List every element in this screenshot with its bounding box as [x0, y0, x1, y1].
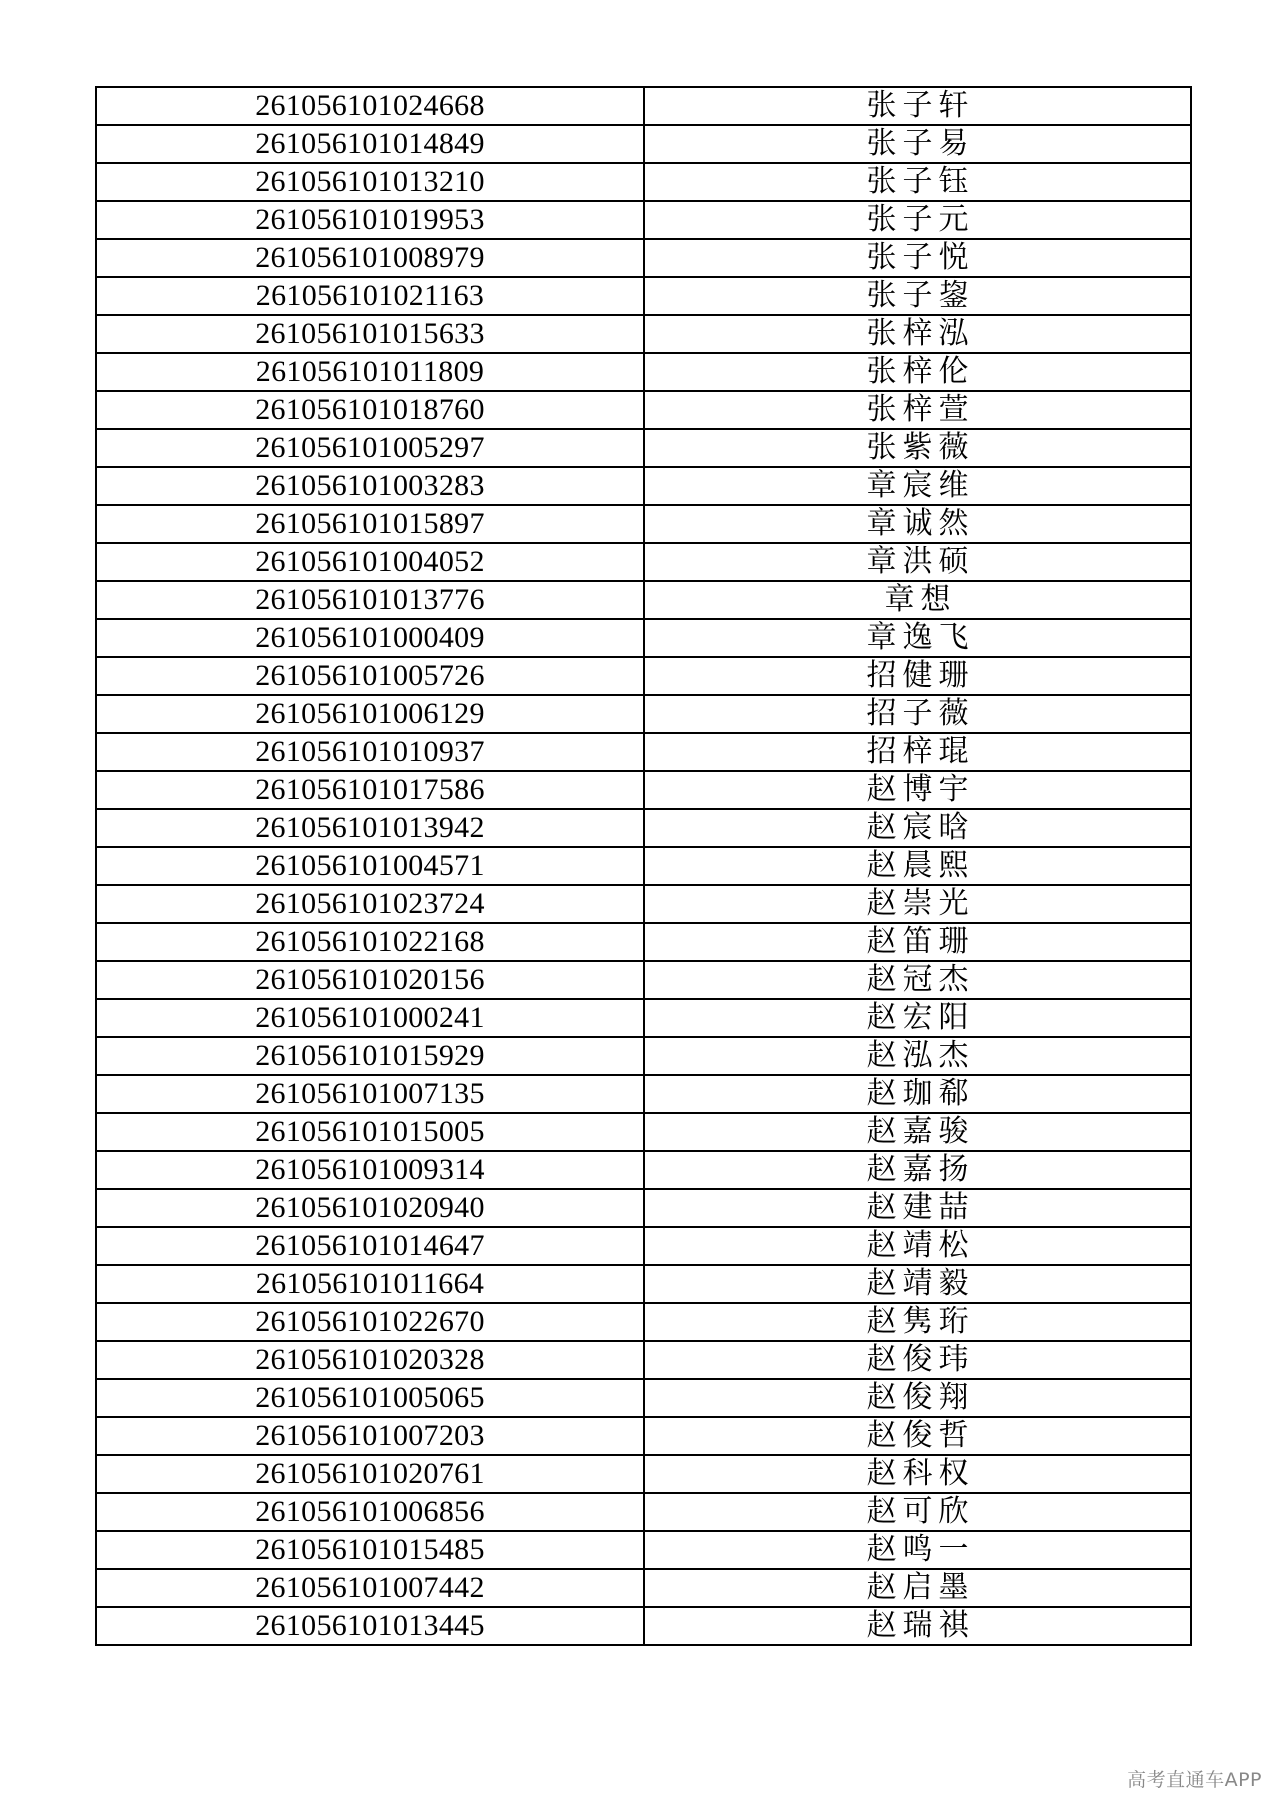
candidate-name-cell: 赵俊玮: [644, 1341, 1191, 1379]
candidate-name-cell: 赵冠杰: [644, 961, 1191, 999]
table-row: [96, 505, 1191, 543]
candidate-name-cell: 张梓伦: [644, 353, 1191, 391]
candidate-id-cell: 261056101022168: [96, 923, 644, 961]
candidate-name-cell: 赵俊翔: [644, 1379, 1191, 1417]
candidate-id-cell: 261056101000409: [96, 619, 644, 657]
table-row: [96, 1341, 1191, 1379]
table-row: [96, 1265, 1191, 1303]
candidate-name-cell: 张子鋆: [644, 277, 1191, 315]
candidate-id-cell: 261056101020328: [96, 1341, 644, 1379]
candidate-id-cell: 261056101015485: [96, 1531, 644, 1569]
table-row: [96, 1151, 1191, 1189]
roster-table-body: [96, 87, 1191, 1645]
roster-table: [95, 86, 1192, 1646]
candidate-name-cell: 赵嘉扬: [644, 1151, 1191, 1189]
table-row: [96, 961, 1191, 999]
candidate-id-cell: 261056101009314: [96, 1151, 644, 1189]
table-row: [96, 1113, 1191, 1151]
candidate-id-cell: 261056101005297: [96, 429, 644, 467]
table-row: [96, 999, 1191, 1037]
candidate-name-cell: 章诚然: [644, 505, 1191, 543]
candidate-name-cell: 赵建喆: [644, 1189, 1191, 1227]
candidate-id-cell: 261056101013942: [96, 809, 644, 847]
candidate-id-cell: 261056101013776: [96, 581, 644, 619]
candidate-id-cell: 261056101004052: [96, 543, 644, 581]
candidate-name-cell: 赵靖松: [644, 1227, 1191, 1265]
candidate-id-cell: 261056101007203: [96, 1417, 644, 1455]
candidate-id-cell: 261056101020761: [96, 1455, 644, 1493]
table-row: [96, 391, 1191, 429]
table-row: [96, 467, 1191, 505]
candidate-name-cell: 赵靖毅: [644, 1265, 1191, 1303]
candidate-id-cell: 261056101019953: [96, 201, 644, 239]
table-row: [96, 809, 1191, 847]
roster-table-wrapper: [95, 86, 1190, 1646]
candidate-id-cell: 261056101011809: [96, 353, 644, 391]
candidate-id-cell: 261056101008979: [96, 239, 644, 277]
candidate-id-cell: 261056101006856: [96, 1493, 644, 1531]
table-row: [96, 1189, 1191, 1227]
candidate-name-cell: 招梓琨: [644, 733, 1191, 771]
candidate-id-cell: 261056101020940: [96, 1189, 644, 1227]
candidate-id-cell: 261056101018760: [96, 391, 644, 429]
candidate-id-cell: 261056101005726: [96, 657, 644, 695]
table-row: [96, 581, 1191, 619]
candidate-id-cell: 261056101014647: [96, 1227, 644, 1265]
table-row: [96, 87, 1191, 125]
table-row: [96, 239, 1191, 277]
table-row: [96, 429, 1191, 467]
table-row: [96, 1303, 1191, 1341]
candidate-name-cell: 张子易: [644, 125, 1191, 163]
table-row: [96, 1417, 1191, 1455]
candidate-id-cell: 261056101004571: [96, 847, 644, 885]
candidate-name-cell: 章宸维: [644, 467, 1191, 505]
table-row: [96, 695, 1191, 733]
table-row: [96, 543, 1191, 581]
candidate-name-cell: 赵崇光: [644, 885, 1191, 923]
candidate-name-cell: 章想: [644, 581, 1191, 619]
candidate-id-cell: 261056101015005: [96, 1113, 644, 1151]
table-row: [96, 1455, 1191, 1493]
candidate-id-cell: 261056101015929: [96, 1037, 644, 1075]
candidate-id-cell: 261056101021163: [96, 277, 644, 315]
table-row: [96, 847, 1191, 885]
table-row: [96, 619, 1191, 657]
candidate-id-cell: 261056101022670: [96, 1303, 644, 1341]
candidate-name-cell: 章逸飞: [644, 619, 1191, 657]
table-row: [96, 353, 1191, 391]
candidate-id-cell: 261056101010937: [96, 733, 644, 771]
candidate-name-cell: 赵隽珩: [644, 1303, 1191, 1341]
candidate-name-cell: 赵俊哲: [644, 1417, 1191, 1455]
candidate-id-cell: 261056101005065: [96, 1379, 644, 1417]
candidate-name-cell: 张梓萱: [644, 391, 1191, 429]
watermark-text: 高考直通车APP: [1127, 1769, 1262, 1791]
candidate-id-cell: 261056101015633: [96, 315, 644, 353]
table-row: [96, 1379, 1191, 1417]
table-row: [96, 771, 1191, 809]
candidate-name-cell: 赵宏阳: [644, 999, 1191, 1037]
table-row: [96, 923, 1191, 961]
candidate-id-cell: 261056101013445: [96, 1607, 644, 1645]
table-row: [96, 1075, 1191, 1113]
table-row: [96, 1569, 1191, 1607]
candidate-id-cell: 261056101011664: [96, 1265, 644, 1303]
candidate-name-cell: 赵鸣一: [644, 1531, 1191, 1569]
candidate-name-cell: 章洪硕: [644, 543, 1191, 581]
candidate-name-cell: 张子悦: [644, 239, 1191, 277]
candidate-id-cell: 261056101023724: [96, 885, 644, 923]
table-row: [96, 277, 1191, 315]
table-row: [96, 1493, 1191, 1531]
table-row: [96, 201, 1191, 239]
candidate-id-cell: 261056101007135: [96, 1075, 644, 1113]
candidate-name-cell: 赵启墨: [644, 1569, 1191, 1607]
candidate-name-cell: 赵晨熙: [644, 847, 1191, 885]
candidate-name-cell: 招子薇: [644, 695, 1191, 733]
candidate-id-cell: 261056101000241: [96, 999, 644, 1037]
candidate-name-cell: 赵博宇: [644, 771, 1191, 809]
candidate-id-cell: 261056101014849: [96, 125, 644, 163]
candidate-name-cell: 赵可欣: [644, 1493, 1191, 1531]
table-row: [96, 1607, 1191, 1645]
candidate-name-cell: 张子钰: [644, 163, 1191, 201]
candidate-id-cell: 261056101006129: [96, 695, 644, 733]
candidate-id-cell: 261056101003283: [96, 467, 644, 505]
candidate-id-cell: 261056101017586: [96, 771, 644, 809]
candidate-name-cell: 张梓泓: [644, 315, 1191, 353]
table-row: [96, 125, 1191, 163]
candidate-id-cell: 261056101020156: [96, 961, 644, 999]
candidate-name-cell: 赵泓杰: [644, 1037, 1191, 1075]
candidate-name-cell: 赵嘉骏: [644, 1113, 1191, 1151]
table-row: [96, 657, 1191, 695]
table-row: [96, 315, 1191, 353]
candidate-id-cell: 261056101024668: [96, 87, 644, 125]
candidate-id-cell: 261056101007442: [96, 1569, 644, 1607]
table-row: [96, 1037, 1191, 1075]
table-row: [96, 163, 1191, 201]
candidate-id-cell: 261056101013210: [96, 163, 644, 201]
candidate-id-cell: 261056101015897: [96, 505, 644, 543]
candidate-name-cell: 张子元: [644, 201, 1191, 239]
candidate-name-cell: 赵珈郗: [644, 1075, 1191, 1113]
candidate-name-cell: 张子轩: [644, 87, 1191, 125]
table-row: [96, 1531, 1191, 1569]
candidate-name-cell: 张紫薇: [644, 429, 1191, 467]
candidate-name-cell: 赵科权: [644, 1455, 1191, 1493]
candidate-name-cell: 赵笛珊: [644, 923, 1191, 961]
table-row: [96, 885, 1191, 923]
candidate-name-cell: 招健珊: [644, 657, 1191, 695]
table-row: [96, 1227, 1191, 1265]
candidate-name-cell: 赵宸晗: [644, 809, 1191, 847]
table-row: [96, 733, 1191, 771]
candidate-name-cell: 赵瑞祺: [644, 1607, 1191, 1645]
